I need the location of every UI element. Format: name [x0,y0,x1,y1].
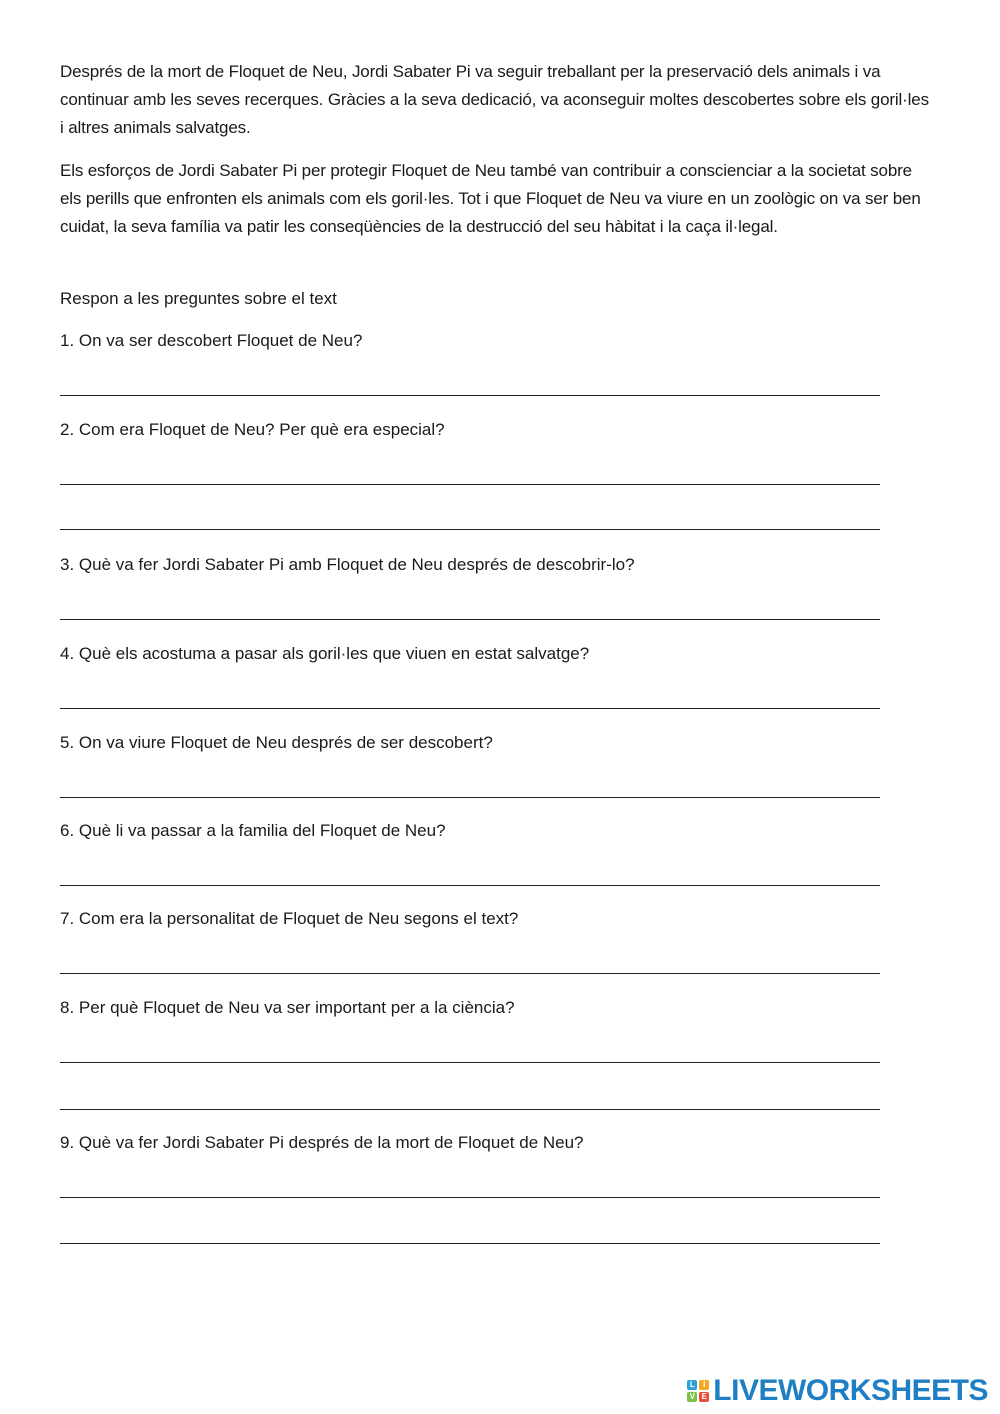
answer-line-9b[interactable] [60,1243,880,1244]
question-5: 5. On va viure Floquet de Neu després de ser descobert? [60,733,493,752]
text-paragraph: Els esforços de Jordi Sabater Pi per protegir Floquet de Neu també van contribuir a conscienciar a la societat sobre els perills que enfronten els animals com els goril·les. Tot i que Floquet de Neu va viure en un zoològic on va ser ben cuidat, la seva família va patir les conseqüències de la destrucció del seu hàbitat i la caça il·legal. [60,161,921,237]
logo-wordmark: LIVEWORKSHEETS [713,1374,988,1407]
question-1: 1. On va ser descobert Floquet de Neu? [60,331,363,350]
answer-line-9a[interactable] [60,1197,880,1198]
answer-line-8a[interactable] [60,1062,880,1063]
question-2: 2. Com era Floquet de Neu? Per què era especial? [60,420,445,439]
answer-line-4[interactable] [60,708,880,709]
answer-line-2a[interactable] [60,484,880,485]
answer-line-3[interactable] [60,619,880,620]
answer-line-5[interactable] [60,797,880,798]
instruction-text: Respon a les preguntes sobre el text [60,289,337,308]
answer-line-8b[interactable] [60,1109,880,1110]
liveworksheets-logo [687,1374,988,1408]
question-8: 8. Per què Floquet de Neu va ser important per a la ciència? [60,998,515,1017]
question-7: 7. Com era la personalitat de Floquet de Neu segons el text? [60,909,519,928]
answer-line-6[interactable] [60,885,880,886]
answer-line-7[interactable] [60,973,880,974]
liveworksheets-mark-icon: L I V E [687,1380,709,1402]
question-4: 4. Què els acostuma a pasar als goril·les que viuen en estat salvatge? [60,644,590,663]
question-9: 9. Què va fer Jordi Sabater Pi després de la mort de Floquet de Neu? [60,1133,584,1152]
text-paragraph: Després de la mort de Floquet de Neu, Jordi Sabater Pi va seguir treballant per la preservació dels animals i va continuar amb les seves recerques. Gràcies a la seva dedicació, va aconseguir moltes descobertes sobre els goril·les i altres animals salvatges. [60,62,929,138]
question-3: 3. Què va fer Jordi Sabater Pi amb Floquet de Neu després de descobrir-lo? [60,555,635,574]
answer-line-2b[interactable] [60,529,880,530]
answer-line-1[interactable] [60,395,880,396]
question-6: 6. Què li va passar a la familia del Floquet de Neu? [60,821,446,840]
